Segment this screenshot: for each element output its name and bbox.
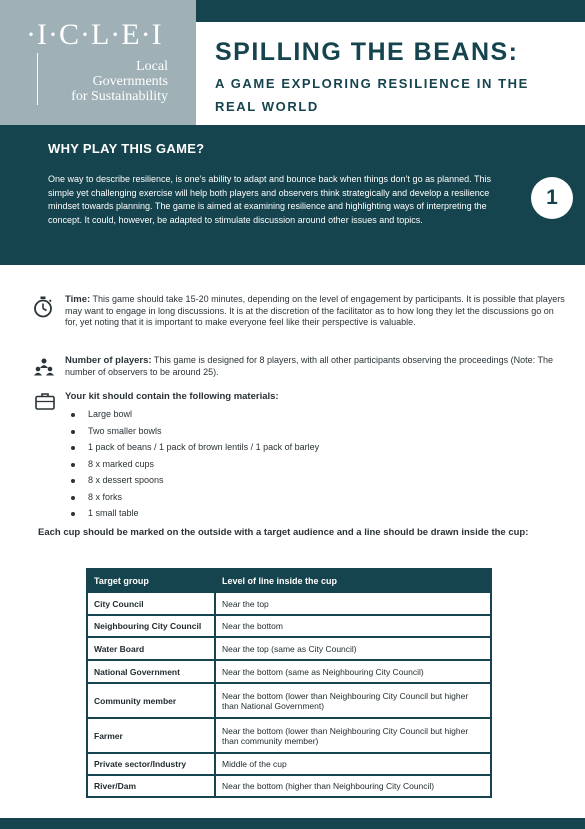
table-cell: Farmer [87,718,215,753]
page-subtitle: A GAME EXPLORING RESILIENCE IN THE REAL WORLD [215,76,529,114]
list-item: 8 x dessert spoons [71,472,319,489]
briefcase-icon [35,392,55,410]
time-text: This game should take 15-20 minutes, depending on the level of engagement by participants. It is possible that players may want to engage in long discussions. It is at the discretion of the facilitator as to how long they let the discussions go on for, yet noting that it is important to make everyone feel like their perspective is valuable. [65,294,565,327]
logo-divider [37,53,38,105]
table-header: Level of line inside the cup [215,569,491,592]
logo-tagline [44,59,168,104]
list-item: Large bowl [71,406,319,423]
page-title: SPILLING THE BEANS: [215,38,519,66]
stopwatch-icon [33,296,53,318]
list-item: Two smaller bowls [71,423,319,440]
table-row [87,718,491,753]
table-cell: Community member [87,683,215,718]
table-cell: Near the top (same as City Council) [215,637,491,660]
header-accent-bar [196,0,585,22]
time-paragraph [65,294,565,329]
table-row [87,592,491,615]
table-cell: Near the top [215,592,491,615]
why-title: WHY PLAY THIS GAME? [48,141,205,156]
list-item: 8 x forks [71,489,319,506]
table-row [87,683,491,718]
why-section [0,125,585,265]
table-row [87,775,491,797]
players-label: Number of players: [65,355,152,366]
table-header: Target group [87,569,215,592]
materials-list [71,406,319,522]
section-number-badge: 1 [531,177,573,219]
list-item: 1 small table [71,505,319,522]
players-paragraph [65,355,555,378]
table-row [87,637,491,660]
footer-bar [0,818,585,829]
header [0,0,585,125]
why-text: One way to describe resilience, is one’s ability to adapt and bounce back when things don’t go as planned. This simple yet challenging exercise will help both players and observers think strategically and develop a resilience mindset towards planning. The game is aimed at examining resilience and highlighting ways of interpreting the concept. It could, however, be adapted to stimulate discussion around other issues and topics. [48,174,491,225]
table-cell: Near the bottom [215,615,491,637]
cup-note: Each cup should be marked on the outside with a target audience and a line should be drawn inside the cup: [38,527,529,538]
table-cell: Near the bottom (higher than Neighbouring City Council) [215,775,491,797]
table-row [87,615,491,637]
players-text: This game is designed for 8 players, with all other participants observing the proceedings (Note: The number of observers to be around 25). [65,355,553,377]
time-label: Time: [65,294,91,305]
list-item: 1 pack of beans / 1 pack of brown lentils / 1 pack of barley [71,439,319,456]
table-header-row [87,569,491,592]
table-cell: River/Dam [87,775,215,797]
table-cell: Near the bottom (lower than Neighbouring City Council but higher than community member) [215,718,491,753]
iclei-logo [0,0,196,125]
logo-tagline-line: Governments [92,74,168,89]
logo-name: ·I·C·L·E·I [26,18,163,51]
table-row [87,753,491,775]
table-cell: Neighbouring City Council [87,615,215,637]
people-icon [34,358,54,376]
logo-tagline-line: Local [136,59,168,74]
logo-tagline-line: for Sustainability [71,89,168,104]
table-cell: City Council [87,592,215,615]
table-cell: Middle of the cup [215,753,491,775]
cup-table [86,568,492,798]
table-row [87,660,491,683]
list-item: 8 x marked cups [71,456,319,473]
table-cell: Near the bottom (lower than Neighbouring City Council but higher than National Government) [215,683,491,718]
table-cell: Water Board [87,637,215,660]
materials-title: Your kit should contain the following materials: [65,391,279,402]
table-cell: National Government [87,660,215,683]
table-cell: Private sector/Industry [87,753,215,775]
table-cell: Near the bottom (same as Neighbouring City Council) [215,660,491,683]
